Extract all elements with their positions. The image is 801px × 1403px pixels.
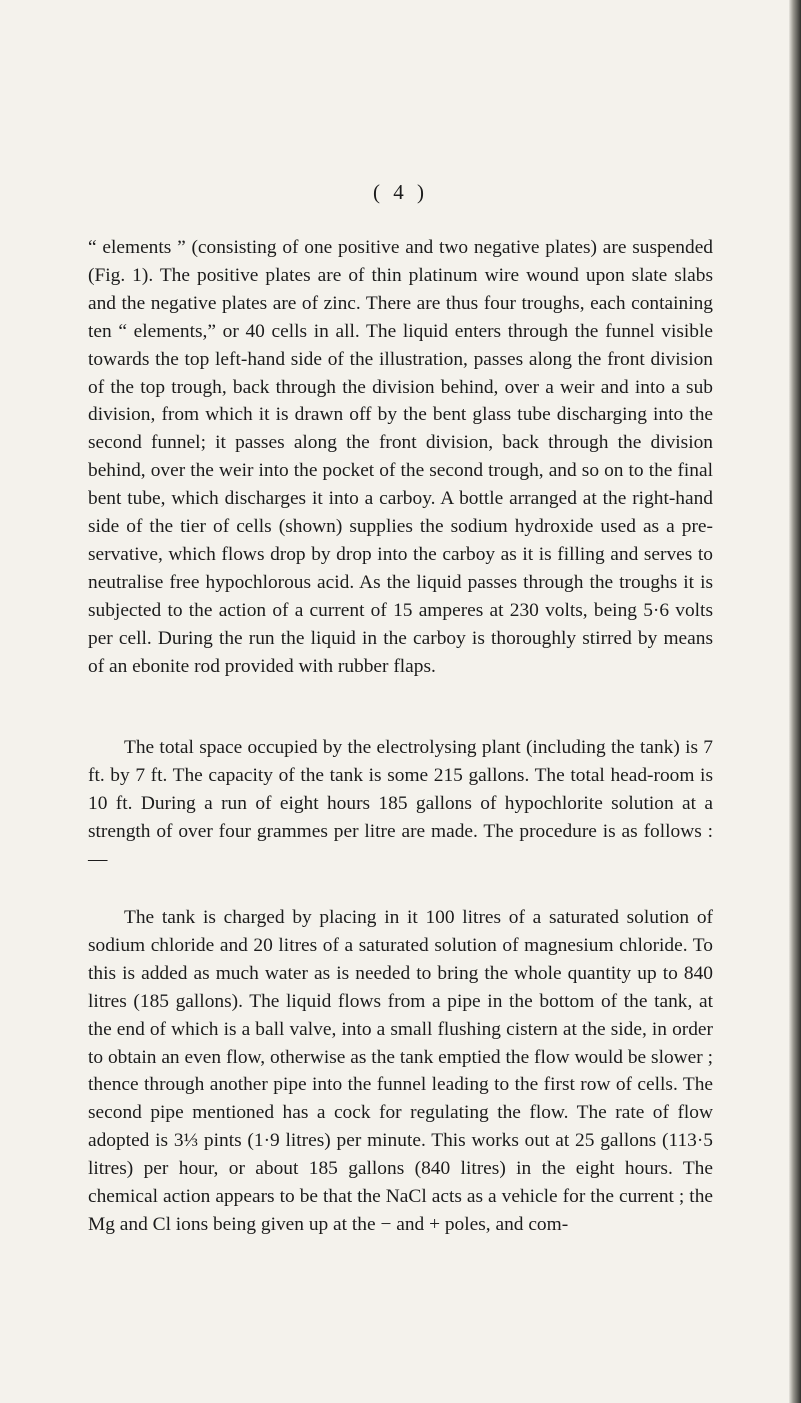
paragraph-text: The total space occupied by the electrolysing plant (including the tank) is 7 ft. by 7 ft. The capacity of the tank is some 215 gallons. The total head-room is 10 ft. During a run of eight hours 185 gallons of hypochlorite solution at a strength of over four grammes per litre are made. The procedure is as follows :— bbox=[88, 737, 713, 870]
paragraph-text: The tank is charged by placing in it 100 litres of a saturated solution of sodium chloride and 20 litres of a saturated solution of magnesium chloride. To this is added as much water as is needed to bring the whole quantity up to 840 litres (185 gallons). The liquid flows from a pipe in the bottom of the tank, at the end of which is a ball valve, into a small flushing cistern at the side, in order to obtain an even flow, otherwise as the tank emptied the flow would be slower ; thence through another pipe into the funnel leading to the first row of cells. The second pipe mentioned has a cock for regulating the flow. The rate of flow adopted is 3⅓ pints (1·9 litres) per minute. This works out at 25 gallons (113·5 litres) per hour, or about 185 gallons (840 litres) in the eight hours. The chemical action appears to be that the NaCl acts as a vehicle for the current ; the Mg and Cl ions being given up at the − and + poles, and com- bbox=[88, 907, 713, 1235]
paragraph-plant-space bbox=[88, 734, 713, 874]
page-binding-edge bbox=[789, 0, 801, 1403]
paragraph-text: “ elements ” (consisting of one positive and two negative plates) are suspended (Fig. 1). The positive plates are of thin platinum wire wound upon slate slabs and the negative plates are of zinc. There are thus four troughs, each containing ten “ elements,” or 40 cells in all. The liquid enters through the funnel visible towards the top left-hand side of the illustration, passes along the front division of the top trough, back through the division behind, over a weir and into a sub division, from which it is drawn off by the bent glass tube discharging into the second funnel; it passes along the front division, back through the division behind, over the weir into the pocket of the second trough, and so on to the final bent tube, which discharges it into a carboy. A bottle arranged at the right-hand side of the tier of cells (shown) supplies the sodium hydroxide used as a preservative, which flows drop by drop into the carboy as it is filling and serves to neutralise free hypochlorous acid. As the liquid passes through the troughs it is subjected to the action of a current of 15 amperes at 230 volts, being 5·6 volts per cell. During the run the liquid in the carboy is thoroughly stirred by means of an ebonite rod provided with rubber flaps. bbox=[88, 237, 713, 677]
paragraph-tank-procedure bbox=[88, 904, 713, 1239]
paragraph-electrolysis-cells bbox=[88, 234, 713, 681]
page-number: ( 4 ) bbox=[373, 180, 428, 204]
